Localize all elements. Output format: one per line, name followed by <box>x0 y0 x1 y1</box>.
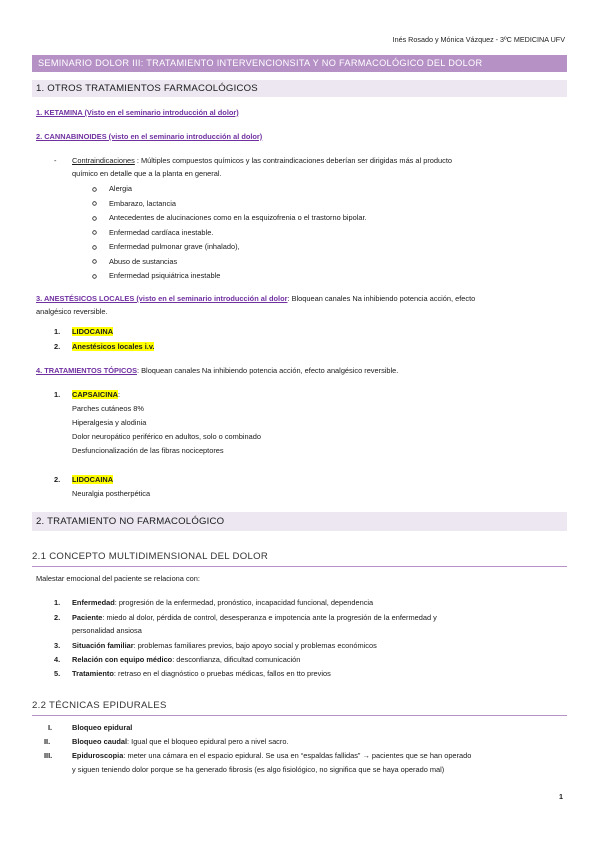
contraindications-label: Contraindicaciones <box>72 156 135 165</box>
lidocaina2-highlight: LIDOCAINA <box>72 475 114 484</box>
anestesicos-line-1 <box>36 293 475 305</box>
anestesicos-iv-highlight: Anestésicos locales i.v. <box>72 342 155 351</box>
lidocaina-highlight: LIDOCAINA <box>72 327 114 336</box>
epidural-item-label: Bloqueo caudal <box>72 737 128 746</box>
epidural-item-text: : meter una cámara en el espacio epidural. Se usa en “espaldas fallidas” → pacientes que se han operado <box>123 751 472 760</box>
list-item-text: personalidad ansiosa <box>72 626 142 635</box>
list-number: 4. <box>54 655 61 664</box>
topicos-line <box>36 365 398 377</box>
list-item-text: : problemas familiares previos, bajo apoyo social y problemas económicos <box>133 641 377 650</box>
contraindication-item: Abuso de sustancias <box>109 256 178 266</box>
topicos-text: : Bloquean canales Na inhibiendo potencia acción, efecto analgésico reversible. <box>137 366 399 375</box>
lidocaina2-heading <box>72 474 113 486</box>
circle-bullet-icon <box>92 216 97 223</box>
page-number: 1 <box>559 792 563 801</box>
epidural-item <box>72 750 471 762</box>
epidural-item-text: y siguen teniendo dolor porque se ha generado fibrosis (es algo fisiológico, no significa que se haya operado mal) <box>72 765 445 774</box>
capsaicina-highlight: CAPSAICINA <box>72 390 118 399</box>
list-item <box>72 597 373 609</box>
list-number: 3. <box>54 641 61 650</box>
list-item-text: : desconfianza, dificultad comunicación <box>172 655 301 664</box>
anest-item-1 <box>72 326 113 338</box>
list-item-text: : progresión de la enfermedad, pronóstico, incapacidad funcional, dependencia <box>114 598 374 607</box>
roman-number: I. <box>48 723 53 732</box>
capsaicina-line: Parches cutáneos 8% <box>72 404 144 413</box>
capsaicina-line: Hiperalgesia y alodinia <box>72 418 147 427</box>
section-1-heading: 1. OTROS TRATAMIENTOS FARMACOLÓGICOS <box>32 80 567 97</box>
capsaicina-colon: : <box>118 390 121 399</box>
list-item <box>72 625 142 637</box>
anest-item-1-num: 1. <box>54 327 61 336</box>
lidocaina2-num: 2. <box>54 475 61 484</box>
lidocaina2-line: Neuralgia postherpética <box>72 489 151 498</box>
contraindications-line-1 <box>72 155 452 167</box>
capsaicina-num: 1. <box>54 390 61 399</box>
list-number: 2. <box>54 613 61 622</box>
header-authors: Inés Rosado y Mónica Vázquez - 3ºC MEDICINA UFV <box>392 35 565 44</box>
list-number: 1. <box>54 598 61 607</box>
list-item-label: Paciente <box>72 613 103 622</box>
capsaicina-heading <box>72 389 120 401</box>
epidural-item <box>72 764 444 776</box>
list-item-label: Relación con equipo médico <box>72 655 173 664</box>
circle-bullet-icon <box>92 230 97 237</box>
contraindication-item: Enfermedad pulmonar grave (inhalado), <box>109 242 240 251</box>
list-item <box>72 668 331 680</box>
circle-bullet-icon <box>92 274 97 281</box>
roman-number: III. <box>44 751 53 760</box>
ketamina-link[interactable]: 1. KETAMINA (Visto en el seminario introducción al dolor) <box>36 108 239 117</box>
subsection-2-1-heading: 2.1 CONCEPTO MULTIDIMENSIONAL DEL DOLOR <box>32 551 269 562</box>
subsection-2-1-rule <box>32 566 567 567</box>
list-item <box>72 612 437 624</box>
anestesicos-link[interactable]: 3. ANESTÉSICOS LOCALES (visto en el seminario introducción al dolor <box>36 294 288 303</box>
subsection-2-2-heading: 2.2 TÉCNICAS EPIDURALES <box>32 700 167 711</box>
contraindication-item: Antecedentes de alucinaciones como en la esquizofrenia o el trastorno bipolar. <box>109 213 367 222</box>
section-2-intro: Malestar emocional del paciente se relaciona con: <box>36 574 200 583</box>
circle-bullet-icon <box>92 201 97 208</box>
list-item-text: : miedo al dolor, pérdida de control, desesperanza e impotencia ante la progresión de la enfermedad y <box>102 613 437 622</box>
epidural-item <box>72 722 132 734</box>
epidural-item-label: Epiduroscopia <box>72 751 124 760</box>
list-item <box>72 654 300 666</box>
contra-dash: - <box>54 156 57 165</box>
contraindication-item: Enfermedad psiquiátrica inestable <box>109 271 221 280</box>
anest-item-2-num: 2. <box>54 342 61 351</box>
anestesicos-text: : Bloquean canales Na inhibiendo potencia acción, efecto <box>287 294 476 303</box>
capsaicina-line: Desfuncionalización de las fibras nociceptores <box>72 446 224 455</box>
epidural-item-label: Bloqueo epidural <box>72 723 133 732</box>
anestesicos-line-2: analgésico reversible. <box>36 307 108 316</box>
contraindication-item: Alergia <box>109 184 133 193</box>
roman-number: II. <box>44 737 51 746</box>
seminar-title-banner: SEMINARIO DOLOR III: TRATAMIENTO INTERVENCIONSITA Y NO FARMACOLÓGICO DEL DOLOR <box>32 55 567 72</box>
contraindications-line-2: químico en detalle que a la planta en general. <box>72 169 222 178</box>
cannabinoides-link[interactable]: 2. CANNABINOIDES (visto en el seminario introducción al dolor) <box>36 132 263 141</box>
epidural-item <box>72 736 289 748</box>
list-number: 5. <box>54 669 61 678</box>
contraindication-item: Embarazo, lactancia <box>109 198 176 208</box>
list-item <box>72 640 377 652</box>
circle-bullet-icon <box>92 259 97 266</box>
epidural-item-text: : Igual que el bloqueo epidural pero a nivel sacro. <box>127 737 289 746</box>
topicos-link[interactable]: 4. TRATAMIENTOS TÓPICOS <box>36 366 138 375</box>
list-item-label: Situación familiar <box>72 641 134 650</box>
contraindications-text: : Múltiples compuestos químicos y las contraindicaciones deberían ser dirigidas más al producto <box>134 156 452 165</box>
section-2-heading: 2. TRATAMIENTO NO FARMACOLÓGICO <box>32 512 567 531</box>
contraindication-item: Enfermedad cardíaca inestable. <box>109 227 214 237</box>
subsection-2-2-rule <box>32 715 567 716</box>
anest-item-2 <box>72 341 154 353</box>
capsaicina-line: Dolor neuropático periférico en adultos, solo o combinado <box>72 432 261 441</box>
list-item-text: : retraso en el diagnóstico o pruebas médicas, fallos en tto previos <box>113 669 331 678</box>
list-item-label: Tratamiento <box>72 669 114 678</box>
circle-bullet-icon <box>92 245 97 252</box>
circle-bullet-icon <box>92 187 97 194</box>
list-item-label: Enfermedad <box>72 598 115 607</box>
